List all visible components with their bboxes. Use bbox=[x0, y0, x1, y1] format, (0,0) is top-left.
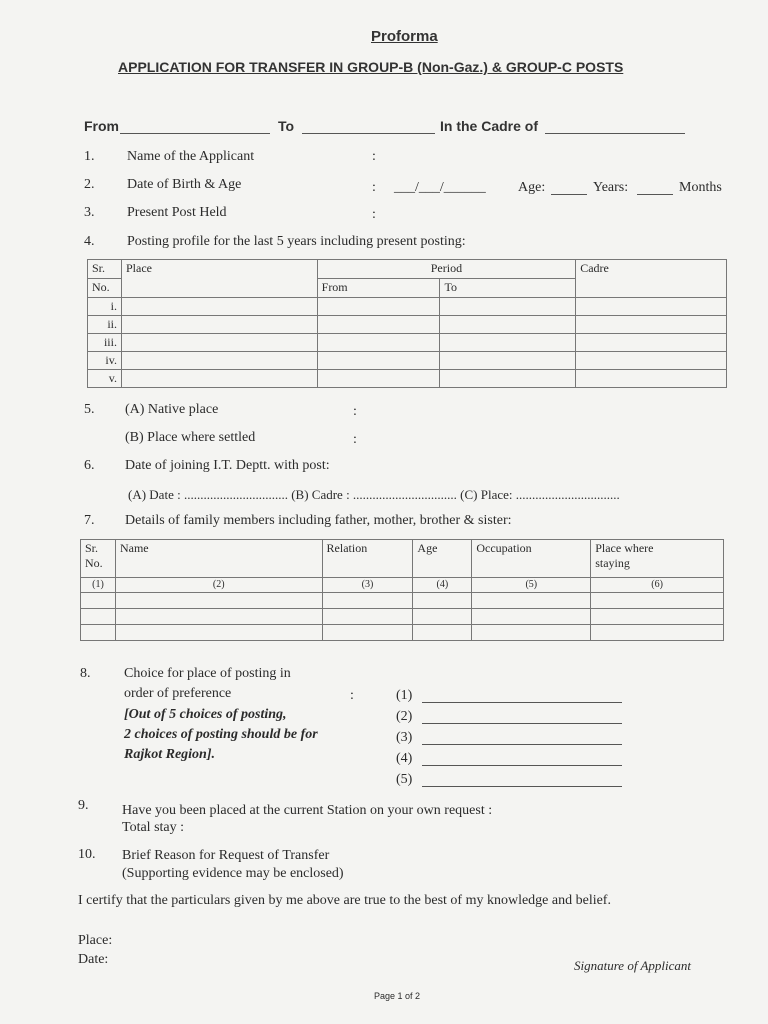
age-label: Age: bbox=[518, 180, 546, 195]
to-label: To bbox=[278, 118, 295, 134]
choice-5-field[interactable] bbox=[422, 786, 622, 787]
item-number: 4. bbox=[84, 234, 95, 249]
column-numbers-row bbox=[81, 578, 724, 593]
cell[interactable] bbox=[440, 316, 576, 334]
item-number: 3. bbox=[84, 205, 95, 220]
cell[interactable] bbox=[115, 625, 322, 641]
cell[interactable] bbox=[317, 298, 440, 316]
cell[interactable] bbox=[81, 609, 116, 625]
dob-field[interactable]: ___/___/______ bbox=[394, 180, 486, 195]
cell[interactable] bbox=[440, 298, 576, 316]
posting-profile-label: Posting profile for the last 5 years including present posting: bbox=[127, 234, 466, 249]
cell[interactable] bbox=[413, 609, 472, 625]
cadre-field[interactable] bbox=[545, 133, 685, 134]
form-subtitle: APPLICATION FOR TRANSFER IN GROUP-B (Non-Gaz.) & GROUP-C POSTS bbox=[118, 59, 624, 75]
page-number: Page 1 of 2 bbox=[374, 991, 421, 1001]
age-years-field[interactable] bbox=[551, 194, 587, 195]
choice-number: (4) bbox=[396, 751, 413, 766]
form-title: Proforma bbox=[371, 28, 438, 45]
item-number: 9. bbox=[78, 798, 89, 813]
col-sr: Sr. bbox=[88, 260, 122, 279]
row-number: ii. bbox=[88, 316, 122, 334]
present-post-label: Present Post Held bbox=[127, 205, 227, 220]
table-row bbox=[88, 316, 727, 334]
cell[interactable] bbox=[576, 316, 727, 334]
column-number: (2) bbox=[115, 578, 322, 593]
joining-date-label: Date of joining I.T. Deptt. with post: bbox=[125, 458, 330, 473]
choice-number: (1) bbox=[396, 688, 413, 703]
table-row bbox=[88, 334, 727, 352]
choice-1-field[interactable] bbox=[422, 702, 622, 703]
item-number: 2. bbox=[84, 177, 95, 192]
date-label: Date: bbox=[78, 952, 109, 967]
cell[interactable] bbox=[472, 625, 591, 641]
row-number: v. bbox=[88, 370, 122, 388]
cell[interactable] bbox=[413, 625, 472, 641]
col-cadre: Cadre bbox=[576, 260, 727, 298]
place-settled-label: (B) Place where settled bbox=[125, 430, 256, 445]
col-name: Name bbox=[115, 540, 322, 578]
cell[interactable] bbox=[440, 334, 576, 352]
table-row bbox=[81, 609, 724, 625]
cell[interactable] bbox=[576, 370, 727, 388]
col-no: No. bbox=[88, 279, 122, 298]
years-label: Years: bbox=[593, 180, 629, 195]
native-place-label: (A) Native place bbox=[125, 402, 219, 417]
choice-number: (2) bbox=[396, 709, 413, 724]
table-row bbox=[88, 298, 727, 316]
colon: : bbox=[372, 207, 376, 222]
to-field[interactable] bbox=[302, 133, 435, 134]
cell[interactable] bbox=[81, 593, 116, 609]
from-field[interactable] bbox=[120, 133, 270, 134]
from-label: From bbox=[84, 118, 119, 134]
item-number: 7. bbox=[84, 513, 95, 528]
cell[interactable] bbox=[322, 609, 413, 625]
cell[interactable] bbox=[317, 352, 440, 370]
colon: : bbox=[350, 688, 354, 703]
item-number: 5. bbox=[84, 402, 95, 417]
cell[interactable] bbox=[115, 609, 322, 625]
choice-note-line2: 2 choices of posting should be for bbox=[124, 727, 318, 742]
choice-note-line1: [Out of 5 choices of posting, bbox=[124, 707, 287, 722]
item-number: 8. bbox=[80, 666, 91, 681]
cell[interactable] bbox=[413, 593, 472, 609]
table-row bbox=[81, 625, 724, 641]
cell[interactable] bbox=[121, 334, 317, 352]
cell[interactable] bbox=[591, 625, 724, 641]
cell[interactable] bbox=[121, 352, 317, 370]
family-members-table bbox=[80, 539, 724, 641]
col-period: Period bbox=[317, 260, 576, 279]
cell[interactable] bbox=[472, 609, 591, 625]
reason-label: Brief Reason for Request of Transfer bbox=[122, 848, 330, 863]
own-request-label: Have you been placed at the current Station on your own request : bbox=[122, 803, 493, 818]
cell[interactable] bbox=[591, 609, 724, 625]
column-number: (5) bbox=[472, 578, 591, 593]
family-details-label: Details of family members including father, mother, brother & sister: bbox=[125, 513, 512, 528]
choice-label-line2: order of preference bbox=[124, 686, 232, 701]
cadre-label: In the Cadre of bbox=[440, 118, 539, 134]
colon: : bbox=[372, 180, 376, 195]
choice-2-field[interactable] bbox=[422, 723, 622, 724]
signature-label: Signature of Applicant bbox=[574, 958, 691, 973]
choice-number: (3) bbox=[396, 730, 413, 745]
cell[interactable] bbox=[440, 370, 576, 388]
age-months-field[interactable] bbox=[637, 194, 673, 195]
colon: : bbox=[372, 149, 376, 164]
certification-text: I certify that the particulars given by me above are true to the best of my knowledge and belief. bbox=[78, 893, 611, 908]
item-number: 6. bbox=[84, 458, 95, 473]
table-row bbox=[88, 370, 727, 388]
choice-note-line3: Rajkot Region]. bbox=[124, 747, 216, 762]
cell[interactable] bbox=[576, 334, 727, 352]
cell[interactable] bbox=[317, 370, 440, 388]
col-relation: Relation bbox=[322, 540, 413, 578]
cell[interactable] bbox=[576, 352, 727, 370]
cell[interactable] bbox=[440, 352, 576, 370]
choice-4-field[interactable] bbox=[422, 765, 622, 766]
joining-details-line[interactable]: (A) Date : ................................ (B) Cadre : ................................ (C) Place: ................................ bbox=[128, 487, 620, 502]
row-number: iii. bbox=[88, 334, 122, 352]
cell[interactable] bbox=[472, 593, 591, 609]
total-stay-label: Total stay : bbox=[122, 820, 185, 835]
cell[interactable] bbox=[317, 316, 440, 334]
column-number: (3) bbox=[322, 578, 413, 593]
cell[interactable] bbox=[115, 593, 322, 609]
col-sr: Sr. No. bbox=[81, 540, 116, 578]
dob-age-label: Date of Birth & Age bbox=[127, 177, 242, 192]
cell[interactable] bbox=[81, 625, 116, 641]
table-row bbox=[88, 352, 727, 370]
row-number: i. bbox=[88, 298, 122, 316]
place-label: Place: bbox=[78, 933, 113, 948]
posting-profile-table bbox=[87, 259, 727, 388]
col-from: From bbox=[317, 279, 440, 298]
cell[interactable] bbox=[121, 298, 317, 316]
applicant-name-label: Name of the Applicant bbox=[127, 149, 255, 164]
col-place: Place bbox=[121, 260, 317, 298]
months-label: Months bbox=[679, 180, 722, 195]
cell[interactable] bbox=[576, 298, 727, 316]
cell[interactable] bbox=[322, 625, 413, 641]
cell[interactable] bbox=[317, 334, 440, 352]
cell[interactable] bbox=[322, 593, 413, 609]
cell[interactable] bbox=[121, 370, 317, 388]
item-number: 10. bbox=[78, 847, 96, 862]
col-place-staying: Place where staying bbox=[591, 540, 724, 578]
column-number: (1) bbox=[81, 578, 116, 593]
col-age: Age bbox=[413, 540, 472, 578]
item-number: 1. bbox=[84, 149, 95, 164]
col-occupation: Occupation bbox=[472, 540, 591, 578]
cell[interactable] bbox=[121, 316, 317, 334]
row-number: iv. bbox=[88, 352, 122, 370]
colon: : bbox=[353, 432, 357, 447]
column-number: (4) bbox=[413, 578, 472, 593]
table-row bbox=[81, 593, 724, 609]
col-to: To bbox=[440, 279, 576, 298]
reason-note: (Supporting evidence may be enclosed) bbox=[122, 866, 344, 881]
choice-label-line1: Choice for place of posting in bbox=[124, 666, 291, 681]
choice-3-field[interactable] bbox=[422, 744, 622, 745]
column-number: (6) bbox=[591, 578, 724, 593]
colon: : bbox=[353, 404, 357, 419]
choice-number: (5) bbox=[396, 772, 413, 787]
cell[interactable] bbox=[591, 593, 724, 609]
